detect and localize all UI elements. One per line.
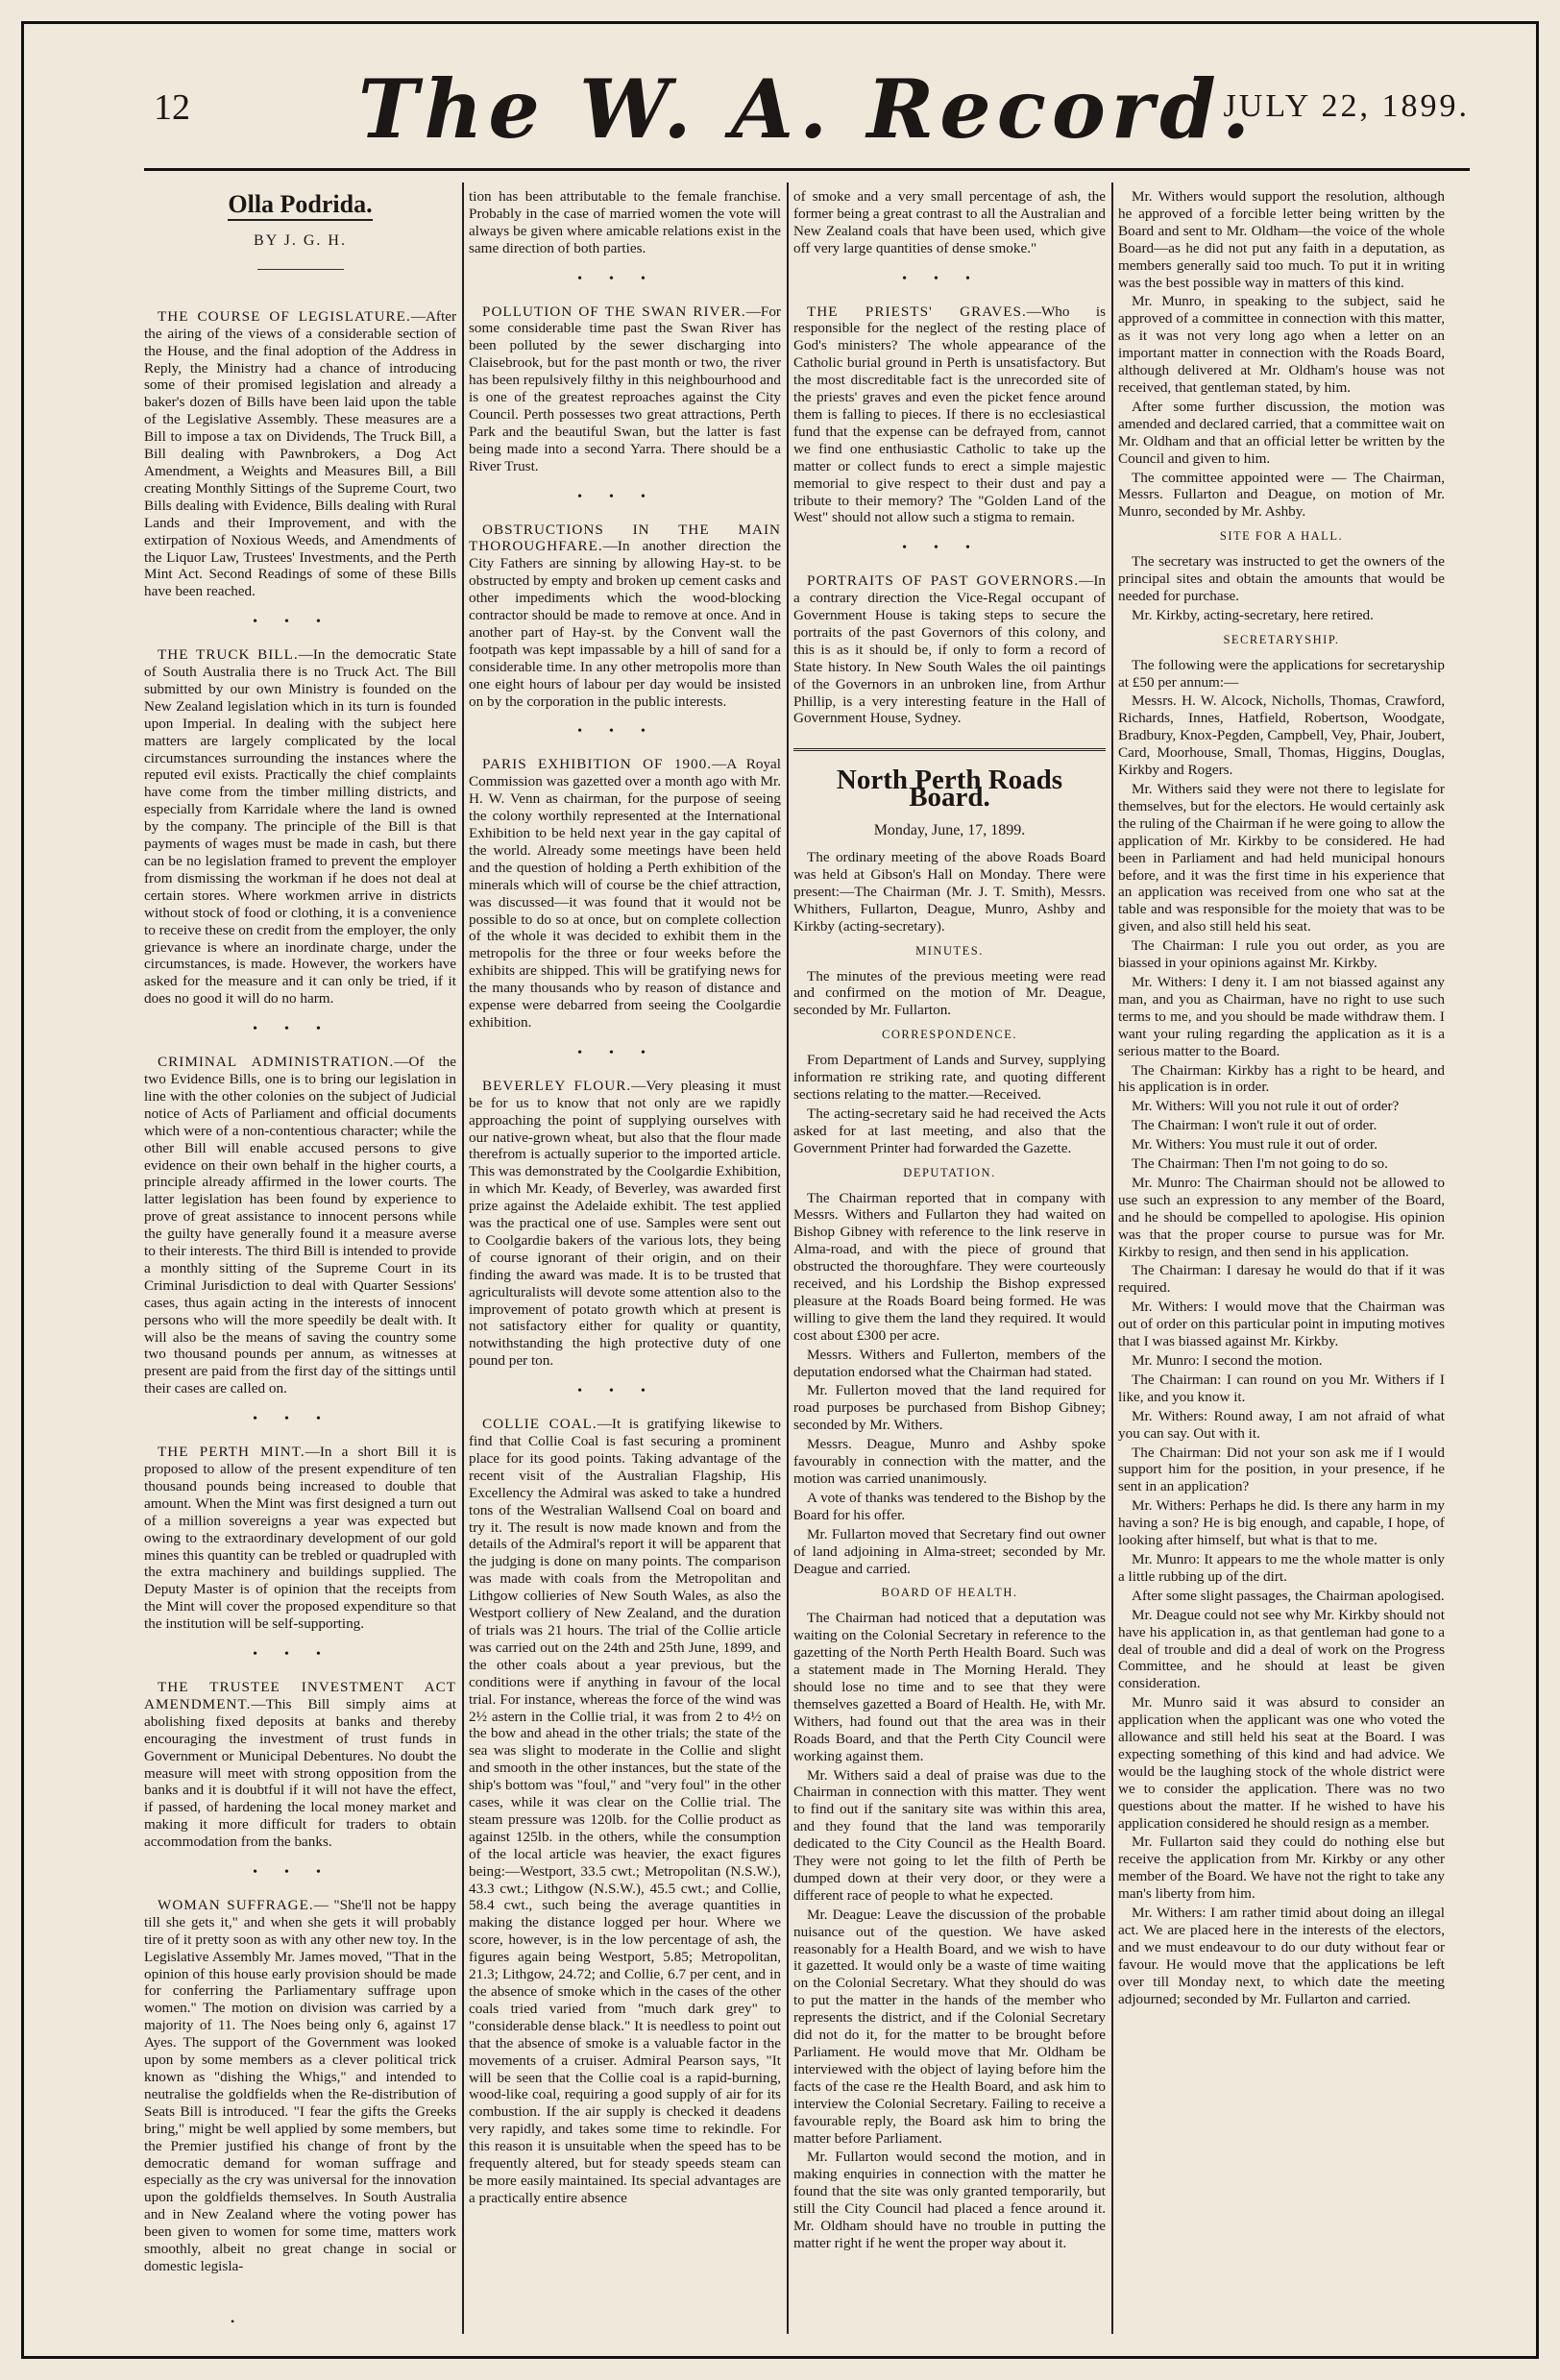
paragraph: Mr. Munro, in speaking to the subject, said he approved of a committee in connection with this matter, as it was not very long ago when a letter on an important matter in connection with the Roads Board, although delivered at Mr. Oldham's house was not received, that gentleman stated, by him. [1118,293,1445,396]
paragraph: Mr. Withers said a deal of praise was due to the Chairman in connection with this matter. They went to find out if the sanitary site was within this area, and they found that the land was temporarily dedicated to the City Council as the Health Board. They were not going to let the filth of Perth be dumped down at their very door, or they were a different race of people to what he expected. [793,1766,1106,1904]
paragraph: Mr. Deague: Leave the discussion of the probable nuisance out of the question. We have asked reasonably for a Health Board, and we wish to have it gazetted. It would only be a waste of time waiting on the Colonial Secretary. What they should do was to put the matter in the hands of the member who represents the district, and if the Colonial Secretary did not do it, for the matter to be brought before Parliament. He would move that Mr. Oldham be interviewed with the object of laying before him the facts of the case re the Health Board, and ask him to interview the Colonial Secretary. Failing to receive a favourable reply, the Board ask him to bring the matter before Parliament. [793,1906,1106,2147]
separator-dots: ••• [253,1865,348,1881]
paragraph: The Chairman: I daresay he would do that if it was required. [1118,1262,1445,1297]
separator-dots: ••• [253,1412,348,1427]
column-divider [1111,182,1113,2334]
paragraph: PARIS EXHIBITION OF 1900.—A Royal Commission was gazetted over a month ago with Mr. H. W. Venn as chairman, for the purpose of seeing the colony worthily represented at the International Exhibition to be held next year in the gay capital of the world. Already some meetings have been held and the question of holding a Perth exhibition of the minerals which will of course be the chief attraction, was discussed—it was found that it would not be possible to do so at once, but on complete collection of the whole it was decided to exhibit them in the metropolis for the three or four weeks before the exhibits are shipped. This will be gratifying news for the many thousands who by reason of distance and expense were debarred from seeing the Coolgardie exhibition. [469,756,781,1031]
masthead-title: The W. A. Record. [357,61,1256,157]
paragraph: The Chairman: I can round on you Mr. Withers if I like, and you know it. [1118,1371,1445,1405]
paragraph: of smoke and a very small percentage of ash, the former being a great contrast to all the Australian and New Zealand coals that have been used, which give off very large quantities of dense smoke." [793,188,1106,256]
paragraph: Messrs. H. W. Alcock, Nicholls, Thomas, Crawford, Richards, Innes, Hatfield, Robertson, Woodgate, Bradbury, Knox-Pegden, Campbell, Vey, Phair, Joubert, Card, Moorhouse, Small, Thomas, Higgins, Douglas, Kirkby and Rogers. [1118,692,1445,779]
paragraph: WOMAN SUFFRAGE.— "She'll not be happy till she gets it," and when she gets it will probably tire of it pretty soon as with any other new toy. In the Legislative Assembly Mr. James moved, "That in the opinion of this house early provision should be made for conferring the Parliamentary suffrage upon women." The motion on division was carried by a majority of 11. The Noes being only 6, against 17 Ayes. The support of the Government was looked upon by some members as a clever political trick known as "dishing the Whigs," and intended to neutralise the goldfields when the Re-distribution of Seats Bill is introduced. "I fear the gifts the Greeks bring," might be well applied by some members, but the Premier justified his change of front by the democratic demand for woman suffrage and especially as the cry was universal for the innovation upon the goldfields themselves. In South Australia and in New Zealand where the voting power has been given to women for some time, matters work smoothly, albeit no great change in social or domestic legisla- [144,1896,456,2274]
paragraph: Mr. Withers: I am rather timid about doing an illegal act. We are placed here in the interests of the electors, and we must endeavour to do our duty without fear or favour. He would move that the applications be left over till Monday next, to which date the meeting adjourned; seconded by Mr. Fullarton and carried. [1118,1905,1445,2007]
paragraph: The Chairman: Kirkby has a right to be heard, and his application is in order. [1118,1061,1445,1096]
paragraph: Mr. Withers: I would move that the Chairman was out of order on this particular point in imputing motives that I was biassed against Mr. Kirkby. [1118,1299,1445,1350]
column-2 [469,188,781,2330]
paragraph: Mr. Kirkby, acting-secretary, here retired. [1132,606,1374,623]
paragraph: The ordinary meeting of the above Roads Board was held at Gibson's Hall on Monday. There were present:—The Chairman (Mr. J. T. Smith), Messrs. Whithers, Fullarton, Deague, Munro, Ashby and Kirkby (acting-secretary). [793,849,1106,935]
separator-dots: ••• [577,1045,672,1060]
paragraph: The Chairman: Then I'm not going to do so. [1132,1155,1388,1173]
paragraph: Mr. Withers would support the resolution, although he approved of a forcible letter being written by the Board and sent to Mr. Oldham—the voice of the whole Board—as he did not put any faith in a deputation, as members generally said too much. To put it in writing was the best possible way in matters of this kind. [1118,188,1445,291]
issue-date: JULY 22, 1899. [1223,88,1470,124]
paragraph: tion has been attributable to the female franchise. Probably in the case of married women the vote will always be given where amicable relations exist in the same direction of both parties. [469,188,781,256]
paragraph: The Chairman: I won't rule it out of order. [1132,1117,1377,1134]
paragraph: From Department of Lands and Survey, supplying information re striking rate, and quoting different sections relating to the matter.—Received. [793,1052,1106,1103]
paragraph: CRIMINAL ADMINISTRATION.—Of the two Evidence Bills, one is to bring our legislation in line with the other colonies on the subject of Judicial notice of Acts of Parliament and official documents which were of a non-contentious character; while the other Bill will enable accused persons to give evidence on their own behalf in the higher courts, a principle already affirmed in the lower courts. The latter legislation has been found by experience to prove of great assistance to innocent persons while the guilty have generally found it a measure averse to their interests. The third Bill is intended to provide a monthly sitting of the Supreme Court in its Criminal Jurisdiction to deal with Quarter Sessions' cases, thus again acting in the interests of innocent persons who will the more speedily be dealt with. It will also be the means of saving the country some two thousand pounds per annum, as witnesses at present are paid from the first day of the sittings until their cases are called on. [144,1054,456,1397]
article-heading: North Perth Roads Board. [836,765,1063,814]
paragraph: THE TRUSTEE INVESTMENT ACT AMENDMENT.—This Bill simply aims at abolishing fixed deposits at banks and thereby encouraging the investment of trust funds in Government or Municipal Debentures. No doubt the measure will meet with strong opposition from the banks and it is doubtful if it will not have the effect, if passed, of hardening the local money market and making it more difficult for traders to obtain accommodation from the banks. [144,1678,456,1851]
paragraph: The minutes of the previous meeting were read and confirmed on the motion of Mr. Deague, seconded by Mr. Fullarton. [793,967,1106,1019]
masthead-rule [144,168,1470,171]
paragraph: THE COURSE OF LEGISLATURE.—After the airing of the views of a considerable section of the House, and the final adoption of the Address in Reply, the Ministry had a chance of introducing some of their promised legislation and already a baker's dozen of Bills have been laid upon the table of the Legislative Assembly. These measures are a Bill to impose a tax on Dividends, The Truck Bill, a Bill dealing with Pawnbrokers, a Dog Act Amendment, a Weights and Measures Bill, a Bill creating Monthly Sittings of the Supreme Court, two Bills dealing with Evidence, Bills dealing with Rural Lands and their Improvement, and with the extirpation of Noxious Weeds, and Amendments of the Liquor Law, Trustees' Investments, and the Perth Mint Act. Second Readings of some of these Bills have been reached. [144,307,456,600]
paragraph: The acting-secretary said he had received the Acts asked for at last meeting, and also that the Government Printer had forwarded the Gazette. [793,1105,1106,1156]
subheading: DEPUTATION. [903,1165,996,1179]
paragraph: Messrs. Deague, Munro and Ashby spoke favourably in connection with the matter, and the motion was carried unanimously. [793,1436,1106,1487]
masthead [144,61,1470,173]
paragraph: Mr. Withers said they were not there to legislate for themselves, but for the electors. He would certainly ask the ruling of the Chairman if he were going to allow the application of Mr. Kirkby to be considered. He had been in Parliament and had held municipal honours before, and it was the first time in his experience that an application was received from one who sat at the table and was responsible for the moiety that was to be given, and also still held his seat. [1118,781,1445,935]
paragraph: PORTRAITS OF PAST GOVERNORS.—In a contrary direction the Vice-Regal occupant of Government House is taking steps to secure the portraits of the past Governors of this colony, and this is as it should be, if only to form a record of State history. In New South Wales the oil paintings of the Governors in an unbroken line, from Arthur Phillip, is a very interesting feature in the Hall of Government House, Sydney. [793,572,1106,727]
paragraph: OBSTRUCTIONS IN THE MAIN THOROUGHFARE.—In another direction the City Fathers are sinning by allowing Hay-st. to be obstructed by empty and broken up cement casks and other impediments which the wood-blocking contractor should be made to remove at once. And in another part of Hay-st. by the Convent wall the footpath was kept impassable by a hill of sand for a considerable time. In any other metropolis more than one eight hours of labour per day would be insisted on by the corporation in the public interests. [469,521,781,710]
separator-dots: ••• [577,724,672,740]
column-divider [462,182,464,2334]
paragraph: The secretary was instructed to get the owners of the principal sites and obtain the amounts that would be needed for purchase. [1118,553,1445,604]
separator-dots: ••• [253,1647,348,1663]
paragraph: Mr. Munro: The Chairman should not be allowed to use such an expression to any member of the Board, and he should be compelled to apologise. His opinion was that the proper course to pursue was for Mr. Kirkby to resign, and then send in his application. [1118,1174,1445,1260]
divider [257,269,344,270]
paragraph: Messrs. Withers and Fullerton, members of the deputation endorsed what the Chairman had stated. [793,1346,1106,1380]
paragraph: Mr. Withers: Round away, I am not afraid of what you can say. Out with it. [1118,1407,1445,1442]
paragraph: The Chairman had noticed that a deputation was waiting on the Colonial Secretary in reference to the gazetting of the North Perth Health Board. Such was a statement made in The Morning Herald. They should lose no time and to see that they were themselves gazetted a Board of Health. He, with Mr. Withers, had found out that the area was in their Roads Board, and that the Perth City Council were working against them. [793,1610,1106,1764]
paragraph: COLLIE COAL.—It is gratifying likewise to find that Collie Coal is fast securing a prominent place for its good points. Taking advantage of the recent visit of the Australian Flagship, His Excellency the Admiral was asked to take a hundred tons of the Westralian Wallsend Coal on board and try it. The result is now made known and from the details of the Admiral's report it will be apparent that the judging is done on many points. The comparison was made with coals from the Metropolitan and Lithgow collieries of New South Wales, as also the Westport colliery of New Zealand, and the duration of trials was 21 hours. The trial of the Collie article was carried out on the 24th and 25th June, 1899, and the other coals about a year previous, but the conditions were if anything in favour of the local trial. For instance, whereas the force of the wind was 2½ astern in the Collie trial, it was from 2 to 4½ on the bow and ahead in the other trials; the state of the sea was slight to moderate in the Collie and slight and smooth in the other instances, but the state of the ship's bottom was "foul," and "very foul" in the other cases, while it was clear on the Collie trial. The steam pressure was 120lb. for the Collie product as against 125lb. in the others, while the consumption of the local article was heavier, the exact figures being:—Westport, 33.5 cwt.; Metropolitan (N.S.W.), 43.3 cwt.; Lithgow (N.S.W.), 45.5 cwt.; and Collie, 58.4 cwt., such being the average quantities in making the distance logged per hour. Where we score, however, is in the low percentage of ash, the figures again being Westport, 5.85; Metropolitan, 21.3; Lithgow, 24.72; and Collie, 6.7 per cent, and in the absence of smoke which in the cases of the other coals tried varied from "much dark grey" to "considerable dense black." It is needless to point out that the absence of smoke is a valuable factor in the movements of a cruiser. Admiral Pearson says, "It will be seen that the Collie coal is a rapid-burning, wood-like coal, requiring a good supply of air for its combustion. If the air supply is checked it deadens very rapidly, and takes some time to rekindle. For this reason it is unsuitable when the speed has to be frequently altered, but for steady speeds steam can be more easily maintained. Its special advantages are a practically entire absence [469,1416,781,2206]
paragraph: Mr. Fullarton said they could do nothing else but receive the application from Mr. Kirkby or any other member of the Board. We have not the right to take any man's liberty from him. [1118,1834,1445,1903]
separator-dots: ••• [253,615,348,630]
separator-dots: ••• [577,1384,672,1399]
paragraph: THE TRUCK BILL.—In the democratic State of South Australia there is no Truck Act. The Bill submitted by our own Ministry is founded on the New Zealand legislation which in its turn is founded upon Imperial. In dealing with the subject here matters are largely complicated by the local circumstances surrounding the instances where the reputed evil exists. Practically the chief complaints have come from the timber milling districts, and especially from Karridale where the land is owned by the company. The principle of the Bill is that payments of wages must be made in cash, but there can be no legislation framed to prevent the employer from dismissing the workman if he does not deal at certain stores. Where workmen arrive in districts without stock of food or clothing, it is a convenience to receive these on credit from the employer, the only grievance is where an inordinate charge, under the circumstances, is made. However, the workers have asked for the measure and it can only be tried, if it does no good it will do no harm. [144,646,456,1008]
separator-dots: ••• [253,1022,348,1037]
paragraph: THE PERTH MINT.—In a short Bill it is proposed to allow of the present expenditure of ten thousand pounds being increased to double that amount. When the Mint was first designed a turn out of a million sovereigns a year was expected but owing to the extraordinary development of our gold mines this quantity can be trebled or quadrupled with the extra machinery and buildings supplied. The Deputy Master is of opinion that the receipts from the Mint will cover the proposed expenditure so that the institution will be self-supporting. [144,1444,456,1633]
paragraph: Mr. Withers: Perhaps he did. Is there any harm in my having a son? He is big enough, and capable, I hope, of looking after himself, but what is that to me. [1118,1497,1445,1549]
subheading: BOARD OF HEALTH. [881,1586,1018,1600]
paragraph: Mr. Munro: I second the motion. [1132,1352,1323,1369]
paragraph: Mr. Fullerton moved that the land required for road purposes be purchased from Bishop Gibney; seconded by Mr. Withers. [793,1382,1106,1434]
paragraph: Mr. Fullarton moved that Secretary find out owner of land adjoining in Alma-street; seconded by Mr. Deague and carried. [793,1525,1106,1577]
page-number: 12 [154,87,190,128]
separator-dots: ••• [902,541,997,556]
separator-dots: ••• [577,271,672,286]
column-3 [793,188,1106,2330]
subheading: SITE FOR A HALL. [1219,529,1344,544]
byline: BY J. G. H. [254,231,347,249]
column-divider [787,182,789,2334]
paragraph: BEVERLEY FLOUR.—Very pleasing it must be for us to know that not only are we rapidly approaching the point of supplying ourselves with our native-grown wheat, but also that the flour made therefrom is actually superior to the imported article. This was demonstrated by the Coolgardie Exhibition, in which Mr. Keady, of Beverley, was awarded first prize against the Adelaide exhibit. The test applied was the practical one of use. Samples were sent out to Coolgardie bakers of the various lots, they being of course ignorant of their origin, and on their finding the award was made. It is to be trusted that agriculturalists will devote some attention also to the improvement of potato growth which at present is not satisfactory either for quality or quantity, notwithstanding the high protective duty of one pound per ton. [469,1077,781,1370]
paragraph: After some further discussion, the motion was amended and declared carried, that a committee wait on Mr. Oldham and that an official letter be written by the Council and given to him. [1118,398,1445,467]
paragraph: POLLUTION OF THE SWAN RIVER.—For some considerable time past the Swan River has been polluted by the sewer discharging into Claisebrook, but for the past month or two, the river has been repulsively filthy in this neighbourhood and is one of the greatest reproaches against the City Council. Perth possesses two great attractions, Perth Park and the beautiful Swan, but the latter is fast being made into a second Yarra. There should be a River Trust. [469,303,781,474]
paragraph: The Chairman reported that in company with Messrs. Withers and Fullarton they had waited on Bishop Gibney with reference to the link reserve in Alma-road, and with the piece of ground that obstructed the thoroughfare. They were courteously received, and his Lordship the Bishop expressed pleasure at the Roads Board being formed. He was willing to give them the land they required. It would cost about £300 per acre. [793,1189,1106,1344]
paragraph: The Chairman: Did not your son ask me if I would support him for the position, in your presence, if he sent in an application? [1118,1444,1445,1495]
subheading: CORRESPONDENCE. [882,1028,1017,1042]
paragraph: The following were the applications for secretaryship at £50 per annum:— [1118,656,1445,691]
paragraph: Mr. Withers: Will you not rule it out of order? [1132,1098,1400,1115]
subheading: SECRETARYSHIP. [1223,632,1340,646]
paragraph: Mr. Fullarton would second the motion, and in making enquiries in connection with the matter he found that the site was only granted temporarily, but still the City Council had placed a fence around it. Mr. Oldham should have no trouble in putting the matter right if he went the proper way about it. [793,2149,1106,2251]
article-heading: Olla Podrida. [144,196,456,213]
print-mark: • [231,2315,235,2328]
paragraph: Mr. Deague could not see why Mr. Kirkby should not have his application in, as that gentleman had gone to a deal of trouble and did a deal of work on the Progress Committee, and he should at least be given consideration. [1118,1606,1445,1692]
paragraph: The Chairman: I rule you out order, as you are biassed in your opinions against Mr. Kirkby. [1118,937,1445,972]
paragraph: THE PRIESTS' GRAVES.—Who is responsible for the neglect of the resting place of God's ministers? The whole appearance of the Catholic burial ground in Perth is unsatisfactory. But the most discreditable fact is the unrecorded site of the priests' graves and even the picket fence around them is falling to pieces. If there is no ecclesiastical fund that the expense can be defrayed from, cannot we find one enthusiastic Catholic to take up the matter or collect funds to erect a simple majestic memorial to give respect to their dust and pay a tribute to their memory? The "Golden Land of the West" should not allow such a stigma to remain. [793,303,1106,526]
separator-dots: ••• [577,489,672,504]
paragraph: Mr. Withers: You must rule it out of order. [1132,1136,1378,1154]
meeting-date: Monday, June, 17, 1899. [873,822,1026,839]
paragraph: Mr. Munro: It appears to me the whole matter is only a little rubbing up of the dirt. [1118,1550,1445,1585]
subheading: MINUTES. [915,943,984,958]
paragraph: After some slight passages, the Chairman apologised. [1132,1587,1445,1604]
column-1 [144,188,456,2330]
separator-dots: ••• [902,271,997,286]
section-rule [793,748,1106,751]
paragraph: Mr. Withers: I deny it. I am not biassed against any man, and you as Chairman, have no right to use such terms to me, and you should be made withdraw them. I want your ruling regarding the application as it is a serious matter to the Board. [1118,973,1445,1059]
paragraph: A vote of thanks was tendered to the Bishop by the Board for his offer. [793,1489,1106,1523]
paragraph: Mr. Munro said it was absurd to consider an application when the applicant was one who voted the allowance and still held his seat at the Board. I was expecting something of this kind and had advice. We would be the laughing stock of the whole district were we to consider the application. There was no two questions about the matter. If he wished to have his application considered he should resign as a member. [1118,1694,1445,1832]
paragraph: The committee appointed were — The Chairman, Messrs. Fullarton and Deague, on motion of Mr. Munro, seconded by Mr. Ashby. [1118,469,1445,521]
column-4 [1118,188,1445,2330]
